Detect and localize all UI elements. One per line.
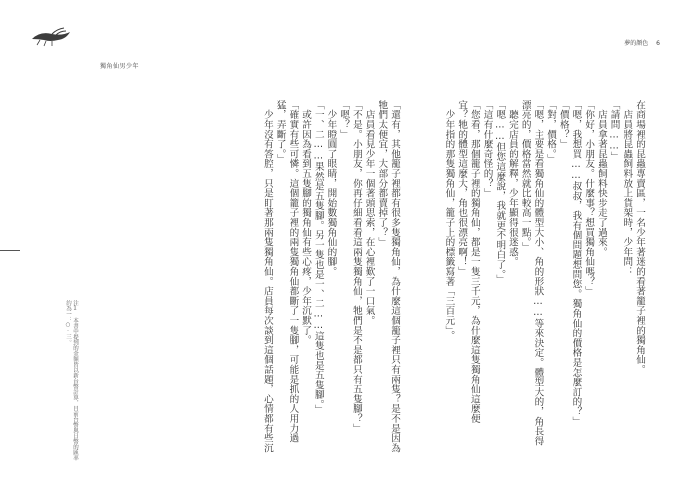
footnote: 注1 本書中提到的金額皆以新台幣計算，目前台幣與日幣的匯率 約為一：○‧三。 [65,300,78,461]
page-number: 6 [656,40,660,47]
left-page-body: 「還有，其他籠子裡都有很多隻獨角仙，為什麼這個籠子裡只有兩隻？是不是因為 牠們太便宜，大部分都賣掉了？」 店員看見少年一個著頭思索，在心裡歎了一口氣。 「不是。小朋友，你再仔細看看這兩隻獨角仙，牠們是不是都只有五隻腳？」 「嗯？」 少年瞪圓了眼睛，開始數獨角仙的腳。 「一、二……果然是五隻腳。另一隻也是一、二……這隻也是五隻腳。」 或許因為看到五隻腳的獨角仙有些心疼，少年沉默了。 「確實有些可憐。這個籠子裡的兩隻獨角仙都斷了一隻腳，可能是抓的人用力過 猛，弄斷了。」 少年沒有答腔，只是盯著那兩隻獨角仙。店員每次談到這個話題，心情都有些沉 [261,100,400,453]
book-title: 獨角仙男少年 [100,63,140,70]
right-running-header [618,38,660,47]
chapter-title: 夢的顏色 [624,40,649,47]
left-running-header [30,27,170,70]
right-page-body: 在商場裡的昆蟲專賣區，一名少年著迷的看著籠子裡的獨角仙。 店員將昆蟲飼料放上貨架時，少年問： 「請問……」 店員拿著昆蟲飼料快步走了過來。 「你好，小朋友。什麼事？想買獨角仙嗎？」 「嗯，我想買……叔叔，我有個問題想問您。獨角仙的價格是怎麼訂的？」 「價格？」 「對，價格。」 「嗯，主要是看獨角仙的體型大小、角的形狀……等來決定。體型大的，角長得 漂亮的，價格當然就比較高一點。」 聽完店員的解釋，少年顯得很迷惑。 「嗯……但您這麼說，我就更不明白了。」 「這有什麼奇怪的？」 「您看，那個籠子裡的獨角仙，都是一隻三千元，為什麼這隻獨角仙這麼便 宜？牠的體型這麼大，角也很漂亮啊！」 少年指的那隻獨角仙，籠子上的標籤寫著「三百元」。 [443,100,645,446]
page-edge-divider [0,250,20,251]
beetle-logo-icon [30,27,74,49]
